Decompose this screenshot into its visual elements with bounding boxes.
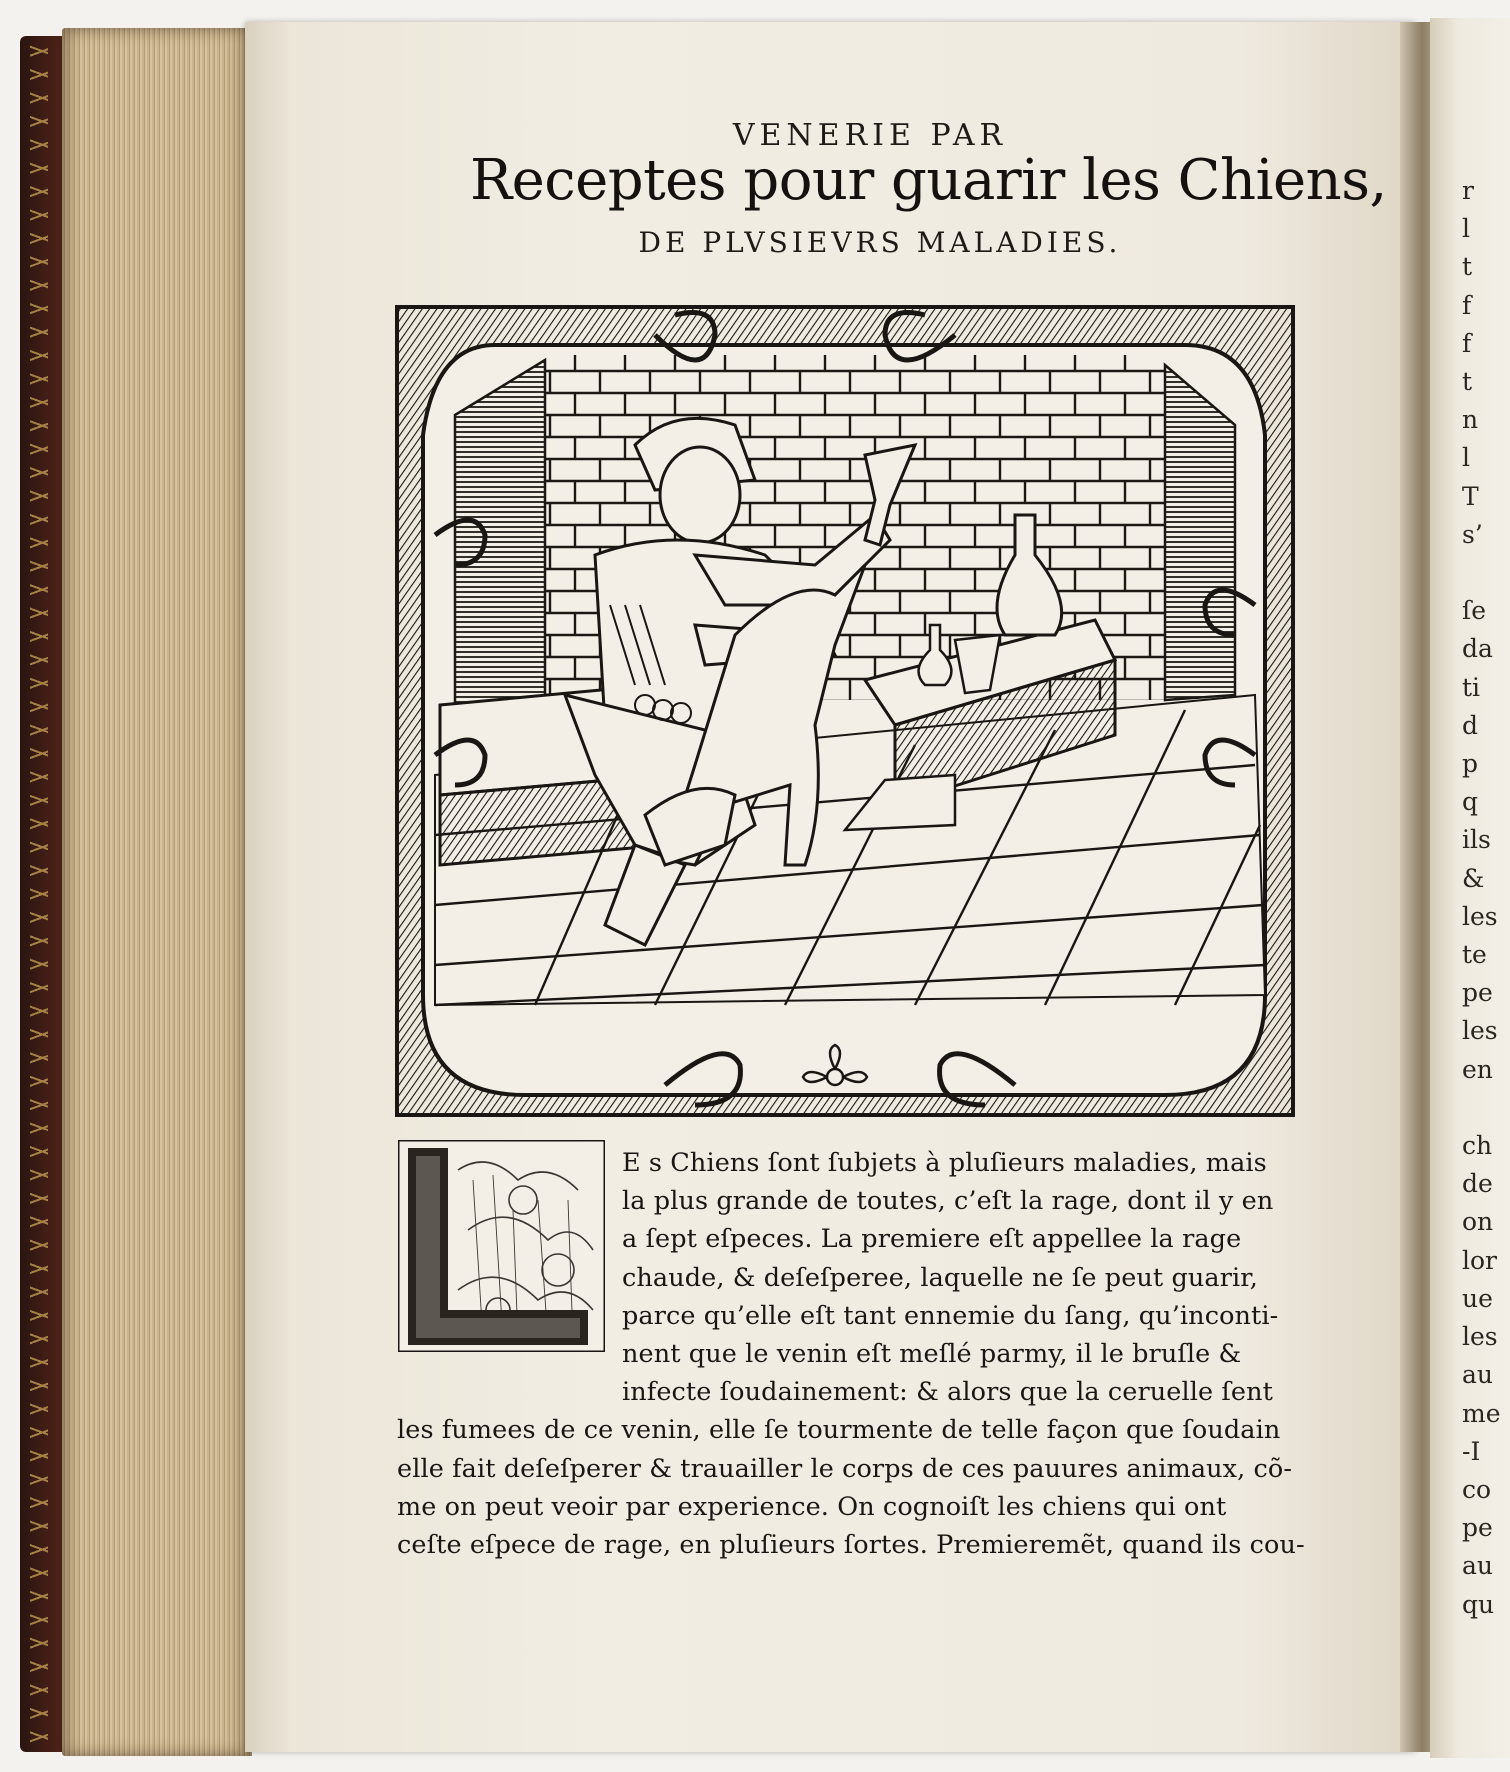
ornamental-initial-L-icon <box>398 1140 605 1352</box>
body-text-line: ceſte eſpece de rage, en pluſieurs ſortes. Premieremẽt, quand ils cou- <box>397 1530 1305 1560</box>
woodcut-man-dosing-dog-icon <box>395 305 1295 1117</box>
right-page-text-fragments: r l t f f t n l T s’ ſe da ti d p q ils & les te pe les en ch de on lor ue les au me -I co pe au qu <box>1462 176 1501 1619</box>
body-text-line: parce qu’elle eſt tant ennemie du ſang, qu’inconti- <box>622 1300 1279 1331</box>
body-text-line: me on peut veoir par experience. On cognoiſt les chiens qui ont <box>397 1491 1227 1522</box>
body-text-line: les fumees de ce venin, elle ſe tourmente de telle façon que ſoudain <box>397 1415 1281 1446</box>
body-text-line: nent que le venin eſt meſlé parmy, il le bruſle & <box>622 1339 1242 1369</box>
body-text-line: E s Chiens ſont ſubjets à pluſieurs maladies, mais <box>622 1148 1267 1178</box>
page-title: Receptes pour guarir les Chiens, <box>470 148 1387 213</box>
body-text-line: chaude, & deſeſperee, laquelle ne ſe peut guarir, <box>622 1262 1258 1293</box>
body-text-line: la plus grande de toutes, c’eſt la rage, dont il y en <box>622 1186 1274 1217</box>
gilt-border-decoration <box>30 44 48 1744</box>
body-text-line: a ſept eſpeces. La premiere eſt appellee la rage <box>622 1224 1242 1255</box>
body-text-line: infecte ſoudainement: & alors que la ceruelle ſent <box>622 1377 1273 1408</box>
running-head: VENERIE PAR <box>732 118 1008 153</box>
page-subtitle: DE PLVSIEVRS MALADIES. <box>638 226 1122 259</box>
body-text-line: elle fait deſeſperer & trauailler le corps de ces pauures animaux, cõ- <box>397 1453 1293 1484</box>
page-block-edges <box>62 28 252 1756</box>
